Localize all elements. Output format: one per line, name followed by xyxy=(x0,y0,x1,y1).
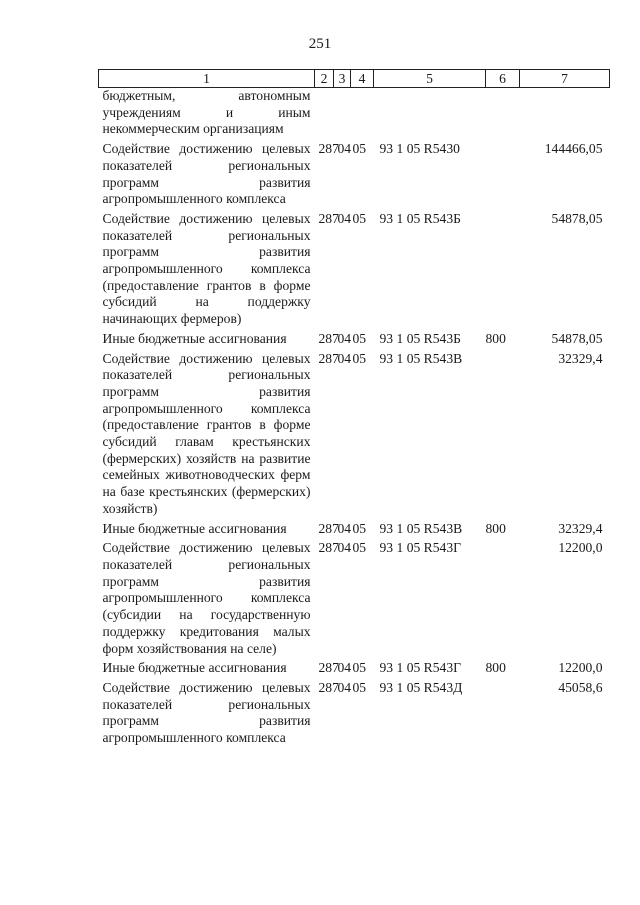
row-target-item: 93 1 05 R543Д xyxy=(379,679,463,695)
row-subsection: 05 xyxy=(352,660,367,676)
row-name: Содействие достижению целевых показателей региональных программ развития агропромышленного комплекса xyxy=(102,141,311,207)
row-subsection: 05 xyxy=(352,330,367,346)
row-subsection: 05 xyxy=(352,350,367,366)
page-number: 251 xyxy=(308,36,332,52)
row-name: Содействие достижению целевых показателей региональных программ развития агропромышленного комплекса (предоставление грантов в форме субсидий на поддержку начинающих фермеров) xyxy=(102,210,311,327)
row-name: Содействие достижению целевых показателей региональных программ развития агропромышленного комплекса (предоставление грантов в форме субсидий главам крестьянских (фермерских) хозяйств на развитие семейных животноводческих ферм на базе крестьянских (фермерских) хозяйств) xyxy=(102,350,311,516)
row-admin-code: 287 xyxy=(318,540,339,556)
row-amount: 54878,05 xyxy=(551,330,603,346)
header-cell: 5 xyxy=(374,70,486,88)
row-expense-kind: 800 xyxy=(485,520,506,536)
row-name: Содействие достижению целевых показателей региональных программ развития агропромышленного комплекса (субсидии на государственную поддержку кредитования малых форм хозяйствования на селе) xyxy=(102,540,311,656)
row-target-item: 93 1 05 R543Б xyxy=(379,330,461,346)
row-expense-kind xyxy=(486,141,520,211)
row-admin-code: 287 xyxy=(318,350,339,366)
row-admin-code: 287 xyxy=(318,330,339,346)
row-target-item: 93 1 05 R543Г xyxy=(379,660,461,676)
row-amount: 12200,0 xyxy=(558,660,603,676)
row-expense-kind xyxy=(486,88,520,142)
row-amount: 54878,05 xyxy=(551,210,603,226)
row-section: 04 xyxy=(337,330,352,346)
row-name: Содействие достижению целевых показателей региональных программ развития агропромышленного комплекса xyxy=(102,679,311,746)
row-admin-code: 287 xyxy=(318,679,339,695)
row-target-item: 93 1 05 R543Г xyxy=(379,540,461,556)
row-expense-kind: 800 xyxy=(485,330,506,346)
table-row xyxy=(99,141,610,211)
row-section: 04 xyxy=(337,210,352,226)
row-target-item: 93 1 05 R543В xyxy=(379,350,463,366)
row-section xyxy=(334,88,351,142)
row-name: бюджетным, автономным учреждениям и иным некоммерческим организациям xyxy=(102,88,311,137)
table-row xyxy=(99,680,610,750)
row-target-item: 93 1 05 R543В xyxy=(379,520,463,536)
table-row xyxy=(99,331,610,351)
header-cell: 6 xyxy=(486,70,520,88)
header-cell: 1 xyxy=(99,70,315,88)
table-row xyxy=(99,521,610,541)
row-expense-kind xyxy=(486,351,520,521)
row-target-item: 93 1 05 R5430 xyxy=(379,141,460,157)
row-amount: 32329,4 xyxy=(558,350,603,366)
row-admin-code: 287 xyxy=(318,210,339,226)
row-amount xyxy=(520,88,610,142)
row-section: 04 xyxy=(337,660,352,676)
row-amount: 45058,6 xyxy=(558,679,603,695)
row-admin-code: 287 xyxy=(318,520,339,536)
row-name: Иные бюджетные ассигнования xyxy=(102,520,287,536)
row-subsection: 05 xyxy=(352,540,367,556)
row-expense-kind xyxy=(486,211,520,331)
table-row xyxy=(99,660,610,680)
table-row xyxy=(99,351,610,521)
row-subsection: 05 xyxy=(352,679,367,695)
row-name: Иные бюджетные ассигнования xyxy=(102,660,287,676)
table-row xyxy=(99,540,610,660)
row-name: Иные бюджетные ассигнования xyxy=(102,330,287,346)
row-target-item xyxy=(374,88,486,142)
header-cell: 4 xyxy=(351,70,374,88)
table-row xyxy=(99,211,610,331)
row-amount: 32329,4 xyxy=(558,520,603,536)
row-amount: 12200,0 xyxy=(558,540,603,556)
row-section: 04 xyxy=(337,141,352,157)
row-subsection xyxy=(351,88,374,142)
row-admin-code xyxy=(315,88,334,142)
header-cell: 7 xyxy=(520,70,610,88)
budget-table xyxy=(98,69,610,750)
row-subsection: 05 xyxy=(352,520,367,536)
header-cell: 2 xyxy=(315,70,334,88)
row-admin-code: 287 xyxy=(318,660,339,676)
header-cell: 3 xyxy=(334,70,351,88)
row-target-item: 93 1 05 R543Б xyxy=(379,210,461,226)
row-section: 04 xyxy=(337,520,352,536)
table-header-row xyxy=(99,70,610,88)
row-section: 04 xyxy=(337,540,352,556)
table-row xyxy=(99,88,610,142)
row-subsection: 05 xyxy=(352,210,367,226)
row-expense-kind: 800 xyxy=(485,660,506,676)
row-expense-kind xyxy=(486,680,520,750)
row-amount: 144466,05 xyxy=(544,141,603,157)
row-section: 04 xyxy=(337,679,352,695)
row-expense-kind xyxy=(486,540,520,660)
row-admin-code: 287 xyxy=(318,141,339,157)
row-section: 04 xyxy=(337,350,352,366)
row-subsection: 05 xyxy=(352,141,367,157)
